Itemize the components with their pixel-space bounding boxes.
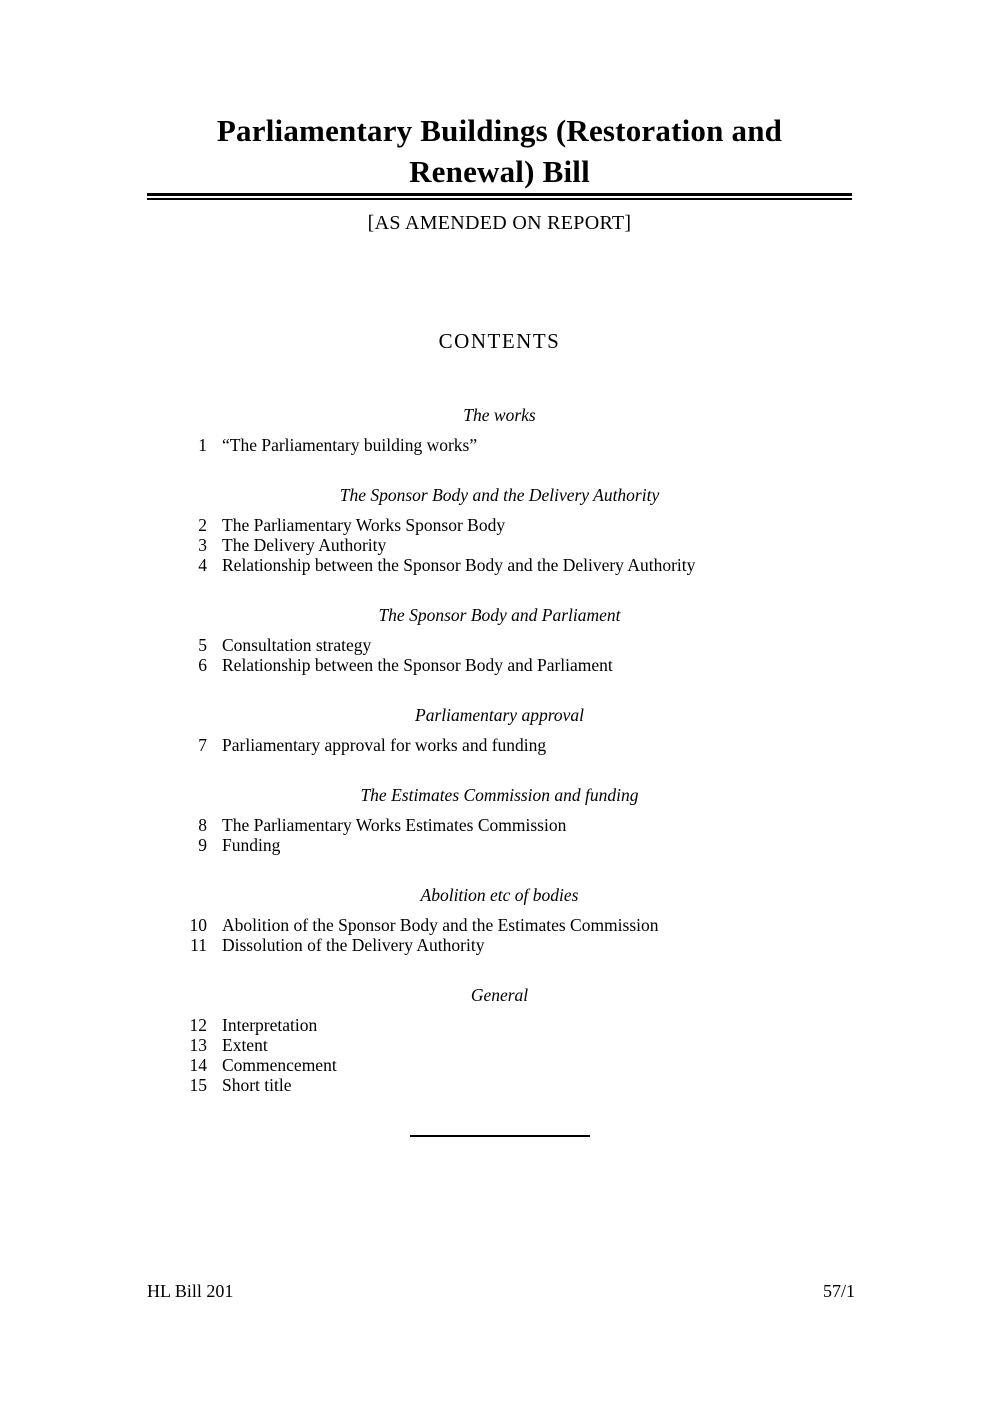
- amended-subtitle: [AS AMENDED ON REPORT]: [367, 212, 632, 234]
- item-label: Extent: [222, 1035, 268, 1055]
- title-double-rule: [147, 193, 852, 200]
- item-number: 15: [189, 1075, 207, 1095]
- contents-groups: [147, 405, 852, 1095]
- footer-session-number: 57/1: [822, 1281, 855, 1301]
- item-number: 7: [198, 735, 207, 755]
- item-number: 2: [198, 515, 207, 535]
- contents-group: [147, 985, 852, 1095]
- item-label: Parliamentary approval for works and funding: [222, 735, 547, 755]
- contents-item: [147, 815, 852, 835]
- end-rule: [410, 1135, 590, 1137]
- item-label: Commencement: [222, 1055, 337, 1075]
- item-label: The Parliamentary Works Estimates Commission: [222, 815, 567, 835]
- contents-item: [147, 1035, 852, 1055]
- contents-item: [147, 535, 852, 555]
- item-number: 3: [198, 535, 207, 555]
- item-label: Relationship between the Sponsor Body and Parliament: [222, 655, 613, 675]
- item-number: 13: [189, 1035, 207, 1055]
- contents-heading: CONTENTS: [438, 329, 561, 353]
- item-label: Relationship between the Sponsor Body and the Delivery Authority: [222, 555, 696, 575]
- contents-group: [147, 485, 852, 575]
- item-number: 6: [198, 655, 207, 675]
- page-footer: [147, 1281, 855, 1302]
- contents-group: [147, 785, 852, 855]
- contents-item: [147, 935, 852, 955]
- item-number: 12: [189, 1015, 207, 1035]
- bill-title-line-1: Parliamentary Buildings (Restoration and: [216, 113, 783, 148]
- item-label: Dissolution of the Delivery Authority: [222, 935, 485, 955]
- group-heading: Abolition etc of bodies: [420, 885, 579, 905]
- item-number: 4: [198, 555, 207, 575]
- contents-item: [147, 435, 852, 455]
- bill-title-line-2: Renewal) Bill: [409, 154, 590, 189]
- item-number: 8: [198, 815, 207, 835]
- group-heading: The works: [463, 405, 536, 425]
- contents-item: [147, 655, 852, 675]
- contents-group: [147, 605, 852, 675]
- item-label: The Delivery Authority: [222, 535, 387, 555]
- item-number: 9: [198, 835, 207, 855]
- group-heading: The Estimates Commission and funding: [360, 785, 639, 805]
- item-label: Funding: [222, 835, 281, 855]
- contents-group: [147, 885, 852, 955]
- item-number: 14: [189, 1055, 207, 1075]
- document-body: [147, 0, 852, 1137]
- contents-item: [147, 1055, 852, 1075]
- item-label: Interpretation: [222, 1015, 318, 1035]
- footer-bill-number: HL Bill 201: [147, 1281, 234, 1301]
- contents-item: [147, 555, 852, 575]
- group-heading: The Sponsor Body and the Delivery Authority: [339, 485, 660, 505]
- item-label: The Parliamentary Works Sponsor Body: [222, 515, 506, 535]
- item-number: 11: [190, 935, 207, 955]
- contents-item: [147, 515, 852, 535]
- group-heading: Parliamentary approval: [415, 705, 584, 725]
- item-number: 1: [198, 435, 207, 455]
- item-label: Abolition of the Sponsor Body and the Estimates Commission: [222, 915, 659, 935]
- contents-item: [147, 915, 852, 935]
- item-label: Short title: [222, 1075, 292, 1095]
- group-heading: General: [470, 985, 529, 1005]
- contents-group: [147, 705, 852, 755]
- contents-item: [147, 1075, 852, 1095]
- group-heading: The Sponsor Body and Parliament: [378, 605, 621, 625]
- bill-title: [147, 110, 852, 192]
- contents-item: [147, 635, 852, 655]
- contents-item: [147, 735, 852, 755]
- item-number: 10: [189, 915, 207, 935]
- item-label: Consultation strategy: [222, 635, 372, 655]
- contents-group: [147, 405, 852, 455]
- item-number: 5: [198, 635, 207, 655]
- contents-item: [147, 1015, 852, 1035]
- contents-item: [147, 835, 852, 855]
- item-label: “The Parliamentary building works”: [222, 435, 478, 455]
